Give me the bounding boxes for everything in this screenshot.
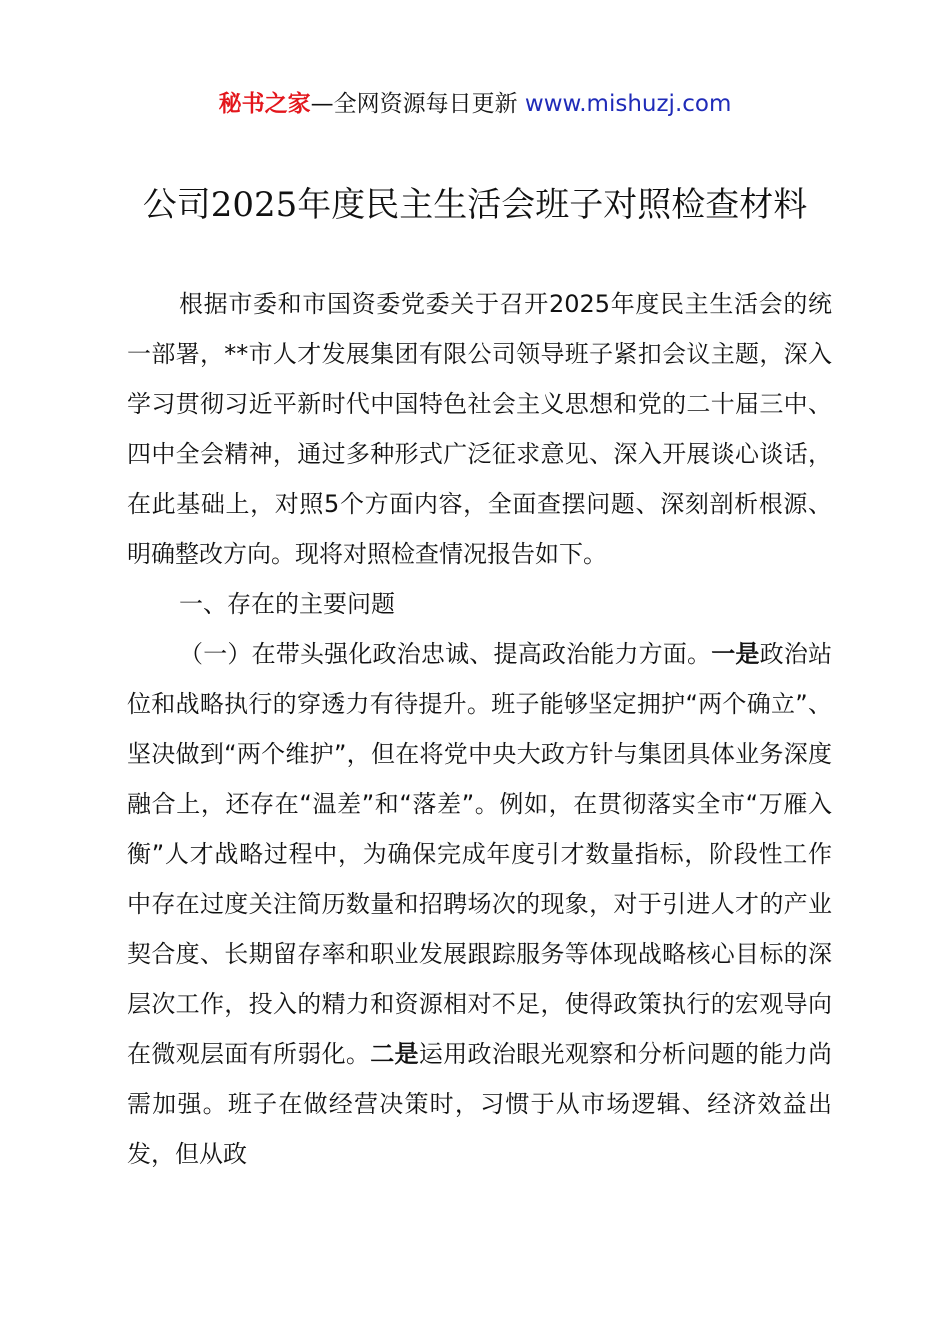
intro-paragraph: 根据市委和市国资委党委关于召开2025年度民主生活会的统一部署，**市人才发展集团有限公司领导班子紧扣会议主题，深入学习贯彻习近平新时代中国特色社会主义思想和党的二十届三中、四中全会精神，通过多种形式广泛征求意见、深入开展谈心谈话，在此基础上，对照5个方面内容，全面查摆问题、深刻剖析根源、明确整改方向。现将对照检查情况报告如下。 [127,290,832,568]
point-2-label: 二是 [370,1040,419,1068]
problem-paragraph [127,629,832,1179]
site-url-link[interactable]: www.mishuzj.com [524,91,732,117]
document-body [127,279,832,1179]
document-title: 公司2025年度民主生活会班子对照检查材料 [142,185,808,225]
point-1-label: 一是 [711,640,760,668]
site-brand: 秘书之家 [218,91,311,117]
sub-heading: （一）在带头强化政治忠诚、提高政治能力方面。 [179,640,712,668]
section-heading: 一、存在的主要问题 [179,590,395,618]
point-1-text: 政治站位和战略执行的穿透力有待提升。班子能够坚定拥护“两个确立”、坚决做到“两个维护”，但在将党中央大政方针与集团具体业务深度融合上，还存在“温差”和“落差”。例如，在贯彻落实全市“万雁入衡”人才战略过程中，为确保完成年度引才数量指标，阶段性工作中存在过度关注简历数量和招聘场次的现象，对于引进人才的产业契合度、长期留存率和职业发展跟踪服务等体现战略核心目标的深层次工作，投入的精力和资源相对不足，使得政策执行的宏观导向在微观层面有所弱化。 [127,640,833,1068]
site-tagline: —全网资源每日更新 [310,91,525,117]
site-header [0,86,950,122]
point-2-text: 运用政治眼光观察和分析问题的能力尚需加强。班子在做经营决策时，习惯于从市场逻辑、经济效益出发，但从政 [127,1040,833,1168]
